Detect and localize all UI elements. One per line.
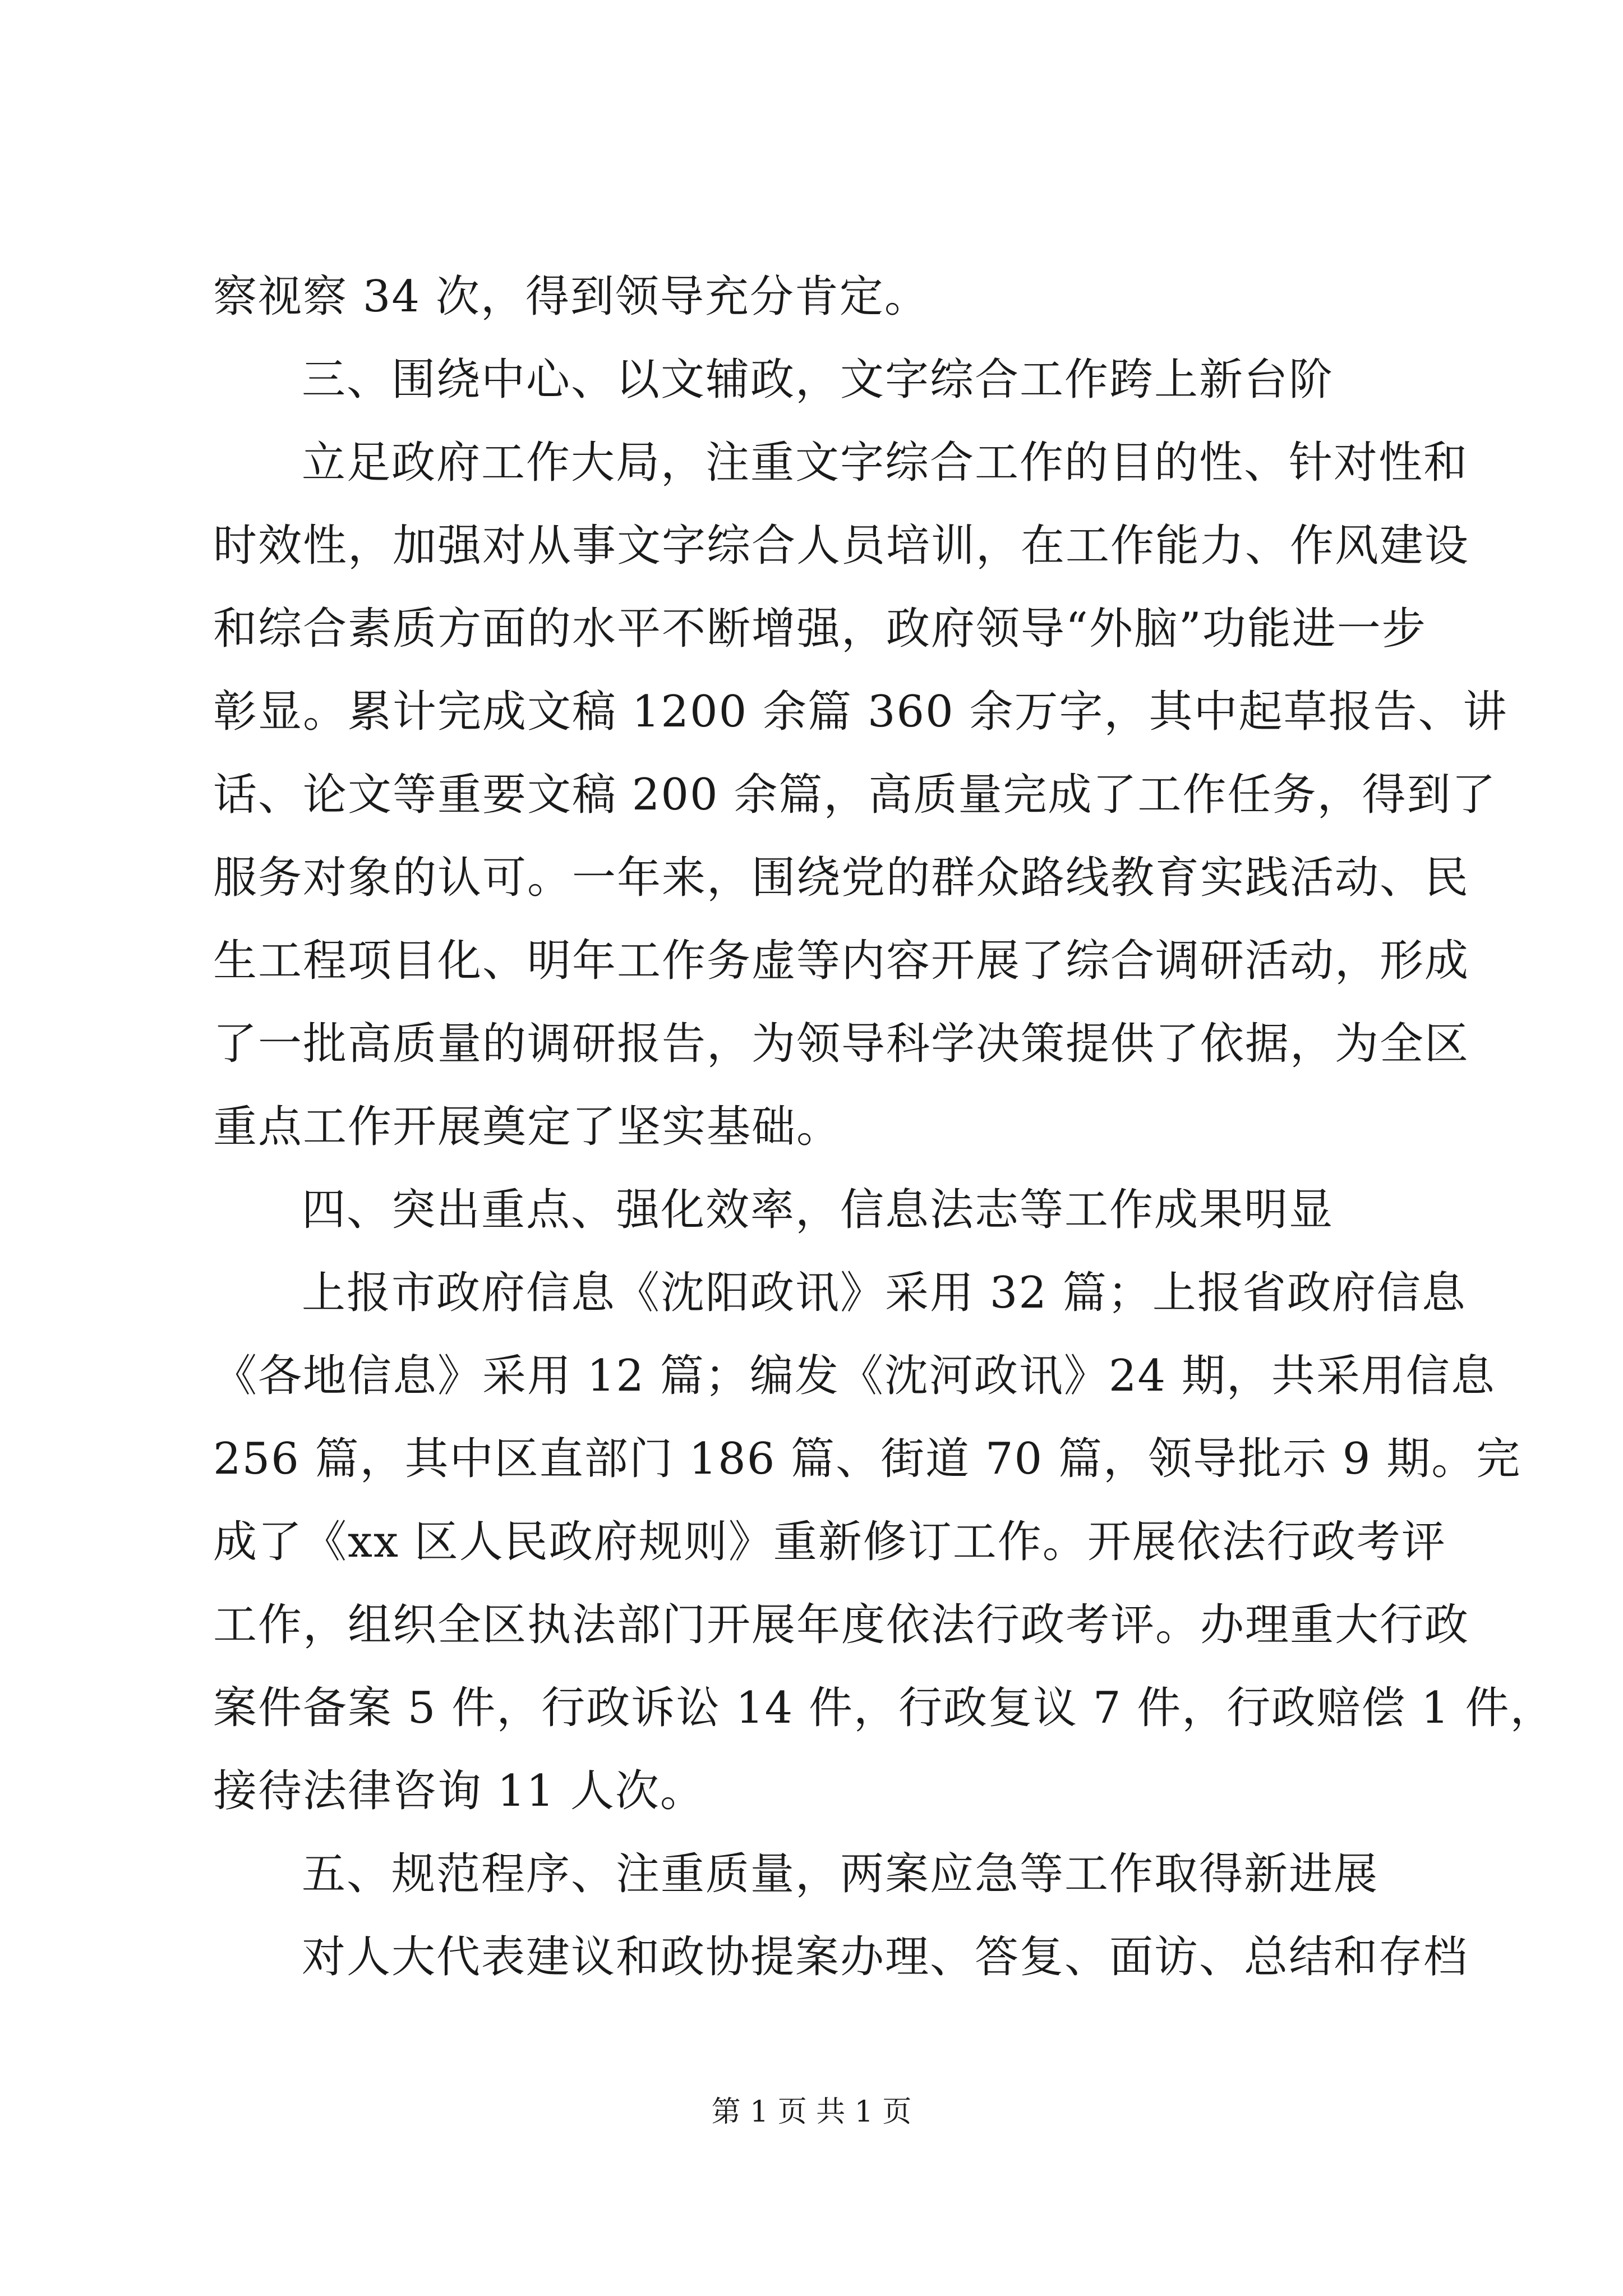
text-line: 了一批高质量的调研报告，为领导科学决策提供了依据，为全区 bbox=[213, 1019, 1470, 1069]
text-line: 彰显。累计完成文稿 1200 余篇 360 余万字，其中起草报告、讲 bbox=[213, 687, 1508, 737]
text-line: 和综合素质方面的水平不断增强，政府领导“外脑”功能进一步 bbox=[213, 604, 1427, 654]
page-footer: 第 1 页 共 1 页 bbox=[711, 2095, 912, 2129]
text-line: 上报市政府信息《沈阳政讯》采用 32 篇；上报省政府信息 bbox=[302, 1268, 1467, 1318]
text-line: 生工程项目化、明年工作务虚等内容开展了综合调研活动，形成 bbox=[213, 936, 1470, 986]
text-line: 《各地信息》采用 12 篇；编发《沈河政讯》24 期，共采用信息 bbox=[213, 1351, 1496, 1401]
text-line: 服务对象的认可。一年来，围绕党的群众路线教育实践活动、民 bbox=[213, 853, 1470, 903]
text-line: 察视察 34 次，得到领导充分肯定。 bbox=[213, 272, 929, 322]
section-heading: 三、围绕中心、以文辅政，文字综合工作跨上新台阶 bbox=[302, 355, 1334, 405]
section-heading: 五、规范程序、注重质量，两案应急等工作取得新进展 bbox=[302, 1849, 1379, 1899]
section-heading: 四、突出重点、强化效率，信息法志等工作成果明显 bbox=[302, 1185, 1334, 1235]
text-line: 立足政府工作大局，注重文字综合工作的目的性、针对性和 bbox=[302, 438, 1469, 488]
text-line: 成了《xx 区人民政府规则》重新修订工作。开展依法行政考评 bbox=[213, 1517, 1446, 1567]
text-line: 256 篇，其中区直部门 186 篇、街道 70 篇，领导批示 9 期。完 bbox=[213, 1434, 1521, 1484]
document-body bbox=[213, 255, 1555, 1999]
text-line: 接待法律咨询 11 人次。 bbox=[213, 1766, 705, 1816]
text-line: 时效性，加强对从事文字综合人员培训，在工作能力、作风建设 bbox=[213, 521, 1470, 571]
text-line: 重点工作开展奠定了坚实基础。 bbox=[213, 1102, 842, 1152]
text-line: 工作，组织全区执法部门开展年度依法行政考评。办理重大行政 bbox=[213, 1600, 1470, 1650]
text-line: 话、论文等重要文稿 200 余篇，高质量完成了工作任务，得到了 bbox=[213, 770, 1497, 820]
text-line: 案件备案 5 件，行政诉讼 14 件，行政复议 7 件，行政赔偿 1 件， bbox=[213, 1683, 1555, 1733]
text-line: 对人大代表建议和政协提案办理、答复、面访、总结和存档 bbox=[302, 1932, 1469, 1982]
